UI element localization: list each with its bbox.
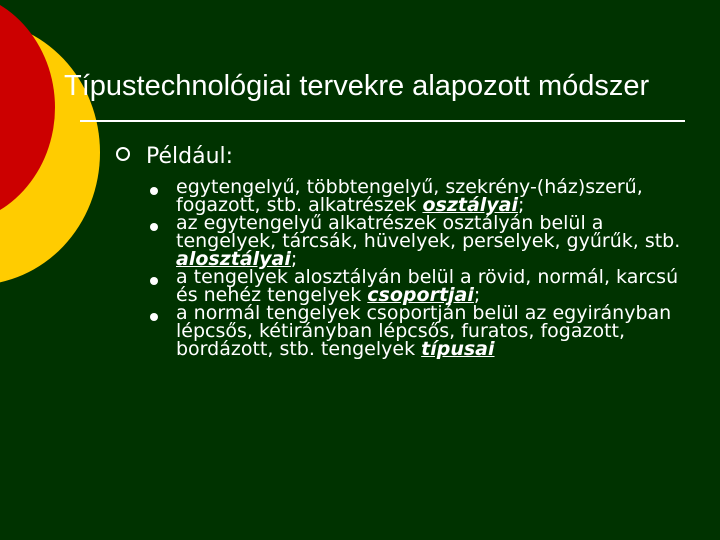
bullet-list	[150, 178, 690, 358]
list-item-text	[176, 214, 690, 268]
item-emphasis: típusai	[421, 338, 495, 360]
slide-title: Típustechnológiai tervekre alapozott módszer	[64, 70, 650, 102]
dot-bullet-icon	[150, 277, 158, 285]
list-item	[150, 214, 690, 268]
title-underline	[80, 120, 685, 122]
dot-bullet-icon	[150, 223, 158, 231]
list-item	[150, 304, 690, 358]
item-text-main: az egytengelyű alkatrészek osztályán belül a tengelyek, tárcsák, hüvelyek, perselyek, gyűrűk, stb.	[176, 212, 681, 252]
item-emphasis: osztályai	[422, 194, 519, 216]
dot-bullet-icon	[150, 313, 158, 321]
list-item	[150, 178, 690, 214]
item-text-end: ;	[518, 194, 525, 216]
item-emphasis: alosztályai	[176, 248, 291, 270]
list-item	[150, 268, 690, 304]
item-text-end: ;	[473, 284, 481, 306]
item-text-main: a tengelyek alosztályán belül a rövid, normál, karcsú és nehéz tengelyek	[176, 266, 679, 306]
dot-bullet-icon	[150, 187, 158, 195]
item-emphasis: csoportjai	[367, 284, 474, 306]
list-item-text	[176, 268, 690, 304]
level1-bullet	[116, 144, 233, 169]
list-item-text	[176, 304, 690, 358]
list-item-text	[176, 178, 690, 214]
item-text-main: a normál tengelyek csoportján belül az egyirányban lépcsős, kétirányban lépcsős, furatos, fogazott, bordázott, stb. tengelyek	[176, 302, 672, 360]
level1-text: Például:	[146, 144, 234, 169]
item-text-end: ;	[290, 248, 298, 270]
ring-bullet-icon	[116, 147, 130, 161]
item-text-main: egytengelyű, többtengelyű, szekrény-(ház)szerű, fogazott, stb. alkatrészek	[176, 176, 643, 216]
